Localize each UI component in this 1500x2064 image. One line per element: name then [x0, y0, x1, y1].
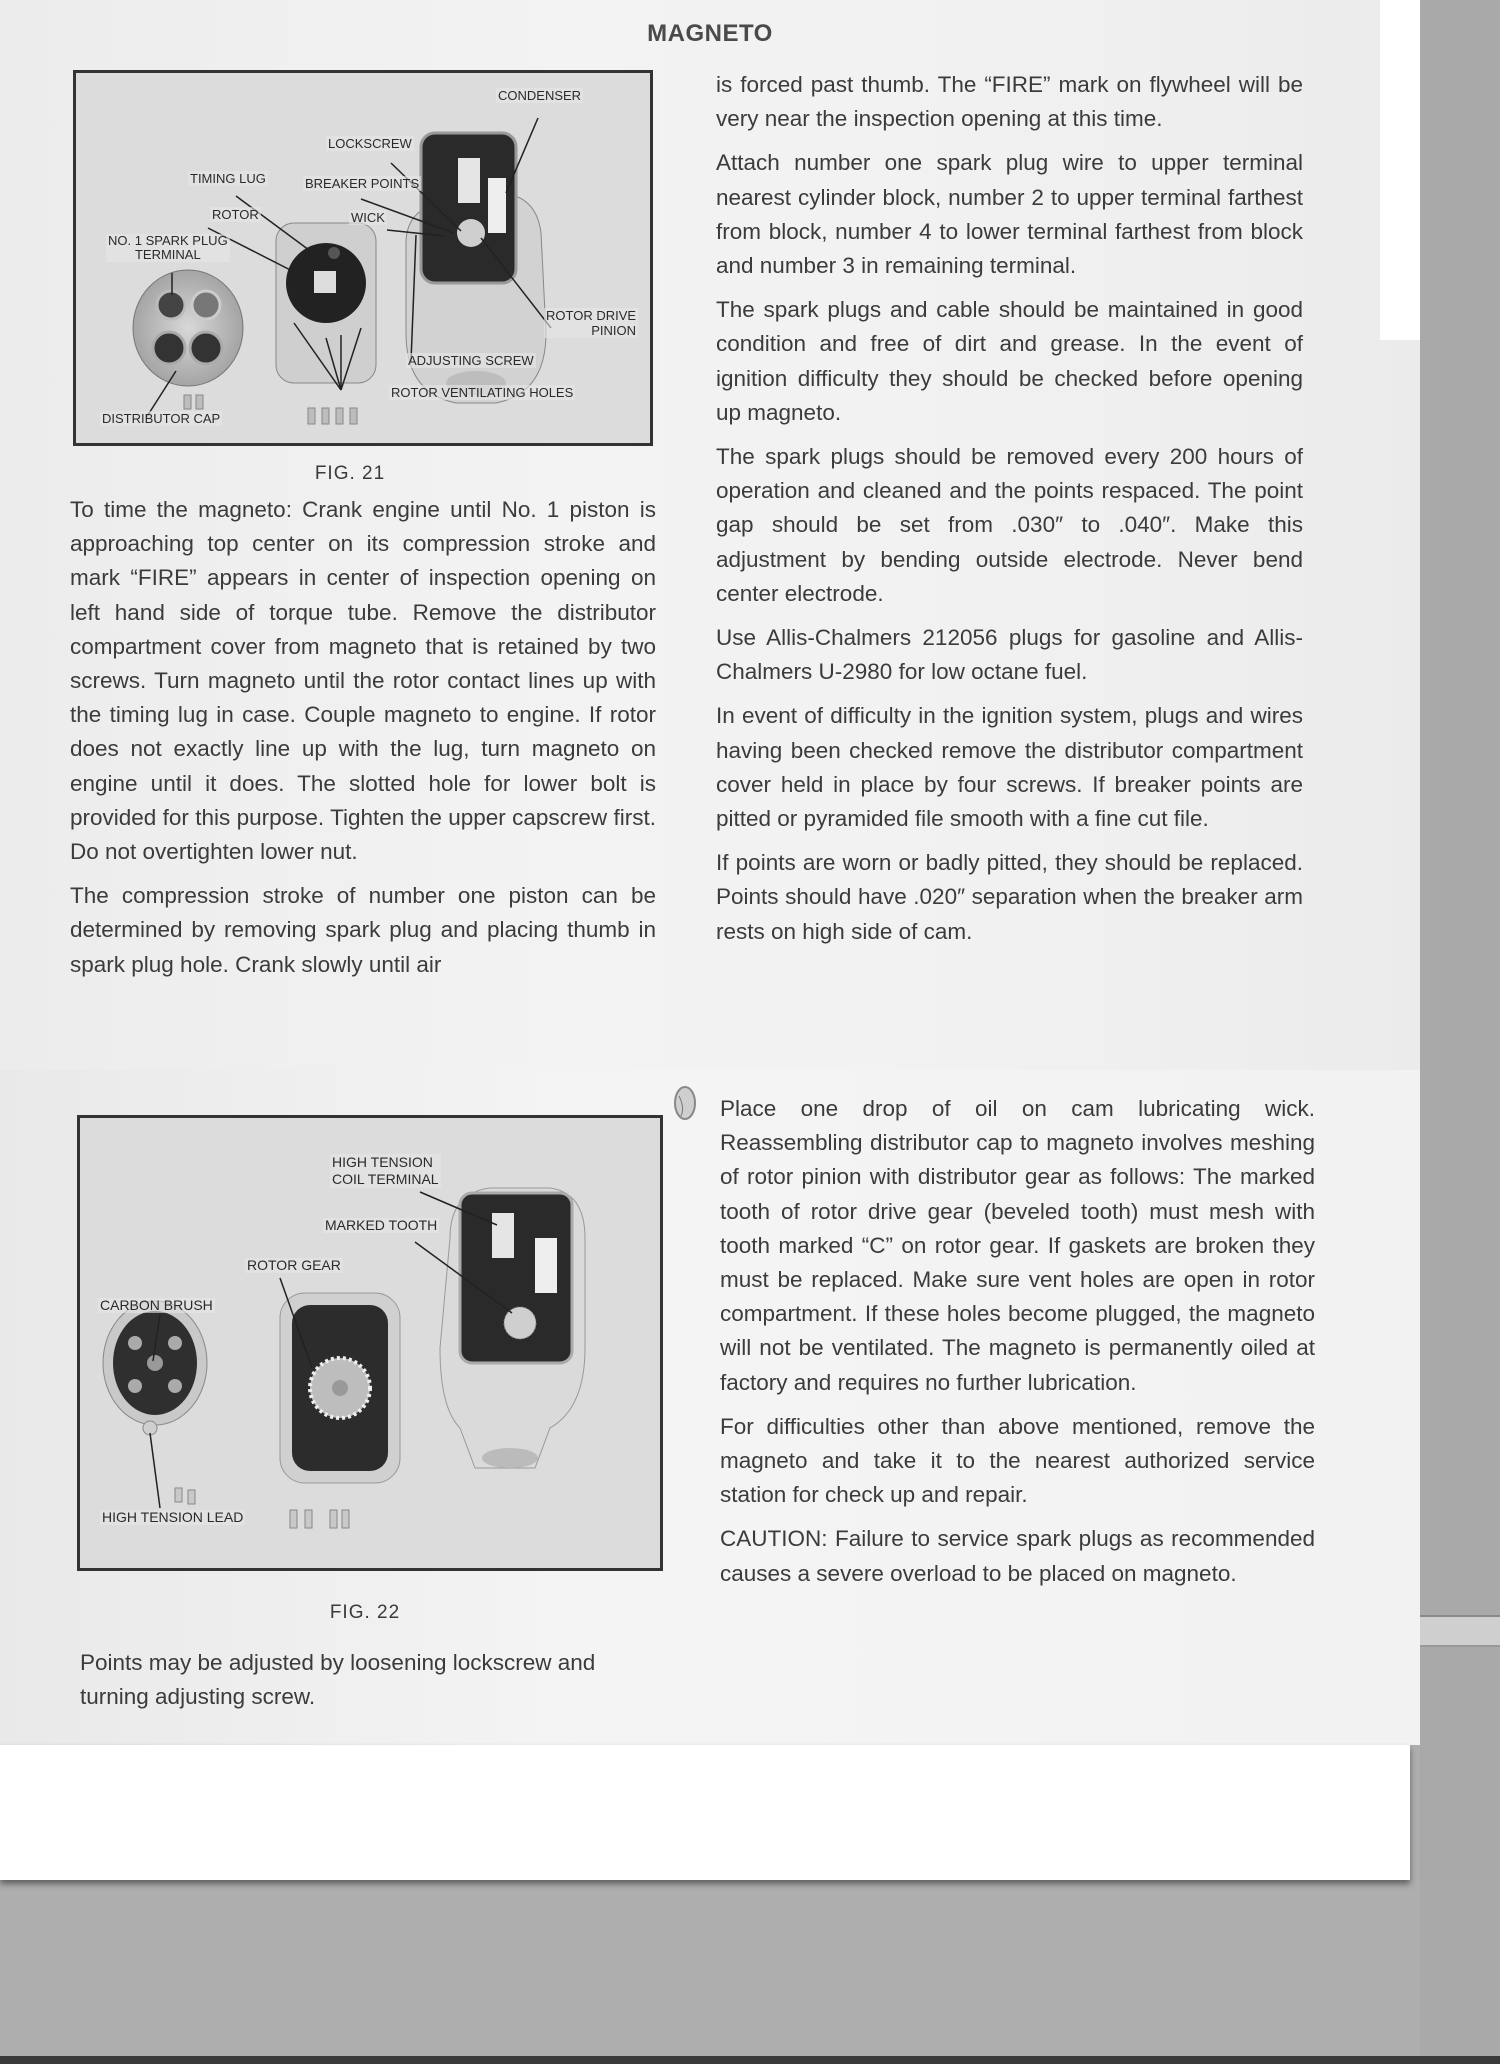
page-bottom-half — [0, 1070, 1420, 1745]
figure-22 — [77, 1115, 663, 1571]
left-column-top — [70, 493, 656, 992]
label-high-tension-lead: HIGH TENSION LEAD — [102, 1509, 244, 1525]
paragraph: To time the magneto: Crank engine until No. 1 piston is approaching top center on its compression stroke and mark “FIRE” appears in center of inspection opening on left hand side of torque tube. Remove the distributor compartment cover from magneto that is retained by two screws. Turn magneto until the rotor contact lines up with the timing lug in case. Couple magneto to engine. If rotor does not exactly line up with the lug, turn magneto on engine until it does. The slotted hole for lower bolt is provided for this purpose. Tighten the upper capscrew first. Do not overtighten lower nut. — [70, 497, 656, 865]
binding-hole-icon — [665, 1078, 705, 1128]
rotor-gear-drawing — [280, 1293, 400, 1483]
paragraph: CAUTION: Failure to service spark plugs as recommended causes a severe overload to be placed on magneto. — [720, 1526, 1315, 1586]
page-edge — [1380, 0, 1420, 340]
paragraph: The spark plugs should be removed every 200 hours of operation and cleaned and the points respaced. The point gap should be set from .030″ to .040″. Make this adjustment by bending outside electrode. Never bend center electrode. — [716, 444, 1303, 606]
label-condenser: CONDENSER — [498, 88, 582, 103]
label-rotor-ventilating-holes: ROTOR VENTILATING HOLES — [391, 385, 574, 400]
paragraph: Points may be adjusted by loosening lockscrew and turning adjusting screw. — [80, 1650, 596, 1710]
paragraph: In event of difficulty in the ignition system, plugs and wires having been checked remove the distributor compartment cover held in place by four screws. If breaker points are pitted or pyramided file smooth with a fine cut file. — [716, 703, 1303, 832]
paragraph: For difficulties other than above mentioned, remove the magneto and take it to the nearest authorized service station for check up and repair. — [720, 1413, 1315, 1508]
label-spark-plug-terminal-line1: NO. 1 SPARK PLUG — [108, 233, 228, 248]
label-timing-lug: TIMING LUG — [190, 171, 266, 186]
paragraph: The spark plugs and cable should be maintained in good condition and free of dirt and grease. In the event of ignition difficulty they should be checked before opening up magneto. — [716, 297, 1303, 425]
label-rotor-drive-pinion-line2: PINION — [591, 323, 637, 338]
scanner-edge-highlight — [1416, 1615, 1500, 1647]
distributor-cap-inside-drawing — [103, 1301, 207, 1435]
label-lockscrew: LOCKSCREW — [328, 136, 412, 151]
label-rotor-drive-pinion-line1: ROTOR DRIVE — [546, 308, 637, 323]
label-distributor-cap: DISTRIBUTOR CAP — [102, 411, 221, 426]
page-title: MAGNETO — [647, 20, 773, 47]
rotor-housing-drawing — [276, 223, 376, 383]
label-spark-plug-terminal-line2: TERMINAL — [134, 247, 201, 262]
figure-21 — [73, 70, 653, 446]
label-coil-terminal-line2: COIL TERMINAL — [332, 1171, 439, 1187]
figure-21-caption: FIG. 21 — [314, 463, 386, 484]
right-column-top — [716, 68, 1303, 959]
label-rotor-gear: ROTOR GEAR — [247, 1257, 341, 1273]
label-carbon-brush: CARBON BRUSH — [100, 1297, 213, 1313]
label-spark-plug-terminal — [106, 234, 230, 262]
paragraph: Place one drop of oil on cam lubricating wick. Reassembling distributor cap to magneto involves meshing of rotor pinion with distributor gear as follows: The marked tooth of rotor drive gear (beveled tooth) must mesh with tooth marked “C” on rotor gear. If gaskets are broken they must be replaced. Make sure vent holes are open in rotor compartment. If these holes become plugged, the magneto will not be ventilated. The magneto is permanently oiled at factory and requires no further lubrication. — [720, 1096, 1315, 1395]
label-marked-tooth: MARKED TOOTH — [325, 1217, 438, 1233]
paragraph: Use Allis-Chalmers 212056 plugs for gasoline and Allis-Chalmers U-2980 for low octane fuel. — [716, 625, 1303, 685]
paragraph: is forced past thumb. The “FIRE” mark on flywheel will be very near the inspection opening at this time. — [716, 72, 1303, 132]
page-top-half — [0, 0, 1420, 1070]
blank-paper-sheet — [0, 1745, 1410, 1880]
paragraph: Attach number one spark plug wire to upper terminal nearest cylinder block, number 2 to upper terminal farthest from block, number 4 to lower terminal farthest from block and number 3 in remaining terminal. — [716, 150, 1303, 279]
magneto-body-drawing — [440, 1188, 585, 1468]
distributor-cap-drawing — [133, 270, 243, 386]
label-high-tension-line1: HIGH TENSION — [332, 1154, 433, 1170]
label-adjusting-screw: ADJUSTING SCREW — [408, 353, 534, 368]
label-high-tension-coil-terminal — [330, 1154, 441, 1188]
label-wick: WICK — [351, 210, 385, 225]
label-rotor-drive-pinion — [544, 308, 638, 338]
paragraph: If points are worn or badly pitted, they should be replaced. Points should have .020″ separation when the breaker arm rests on high side of cam. — [716, 850, 1303, 944]
paragraph: The compression stroke of number one piston can be determined by removing spark plug and placing thumb in spark plug hole. Crank slowly until air — [70, 883, 656, 977]
scanner-bottom-edge — [0, 2056, 1500, 2064]
left-column-bottom — [80, 1646, 670, 1724]
label-rotor: ROTOR — [212, 207, 259, 222]
label-breaker-points: BREAKER POINTS — [305, 176, 420, 191]
right-column-bottom — [720, 1092, 1315, 1601]
figure-22-caption: FIG. 22 — [329, 1602, 401, 1623]
scanner-background-right — [1420, 0, 1500, 2064]
